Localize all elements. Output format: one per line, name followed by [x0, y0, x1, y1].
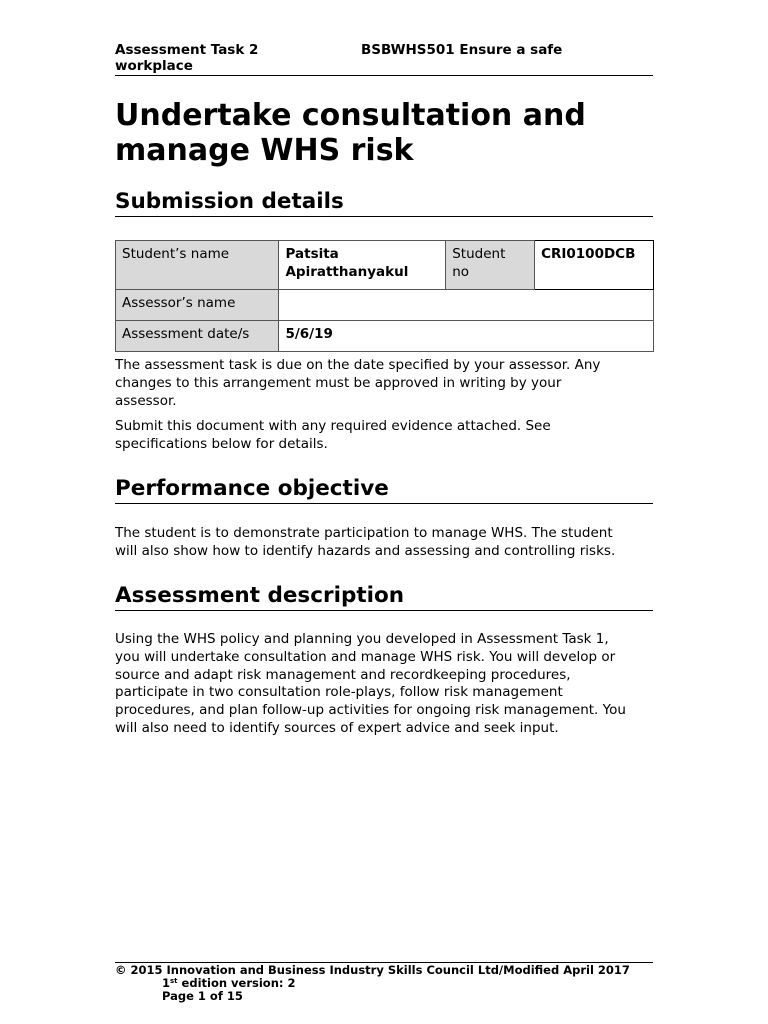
footer-copyright: © 2015 Innovation and Business Industry Skills Council Ltd/Modified April 2017 — [115, 963, 630, 977]
description-paragraph — [115, 631, 660, 738]
page-header — [115, 42, 653, 76]
paragraph-line: Using the WHS policy and planning you developed in Assessment Task 1, — [115, 631, 609, 647]
performance-heading: Performance objective — [115, 476, 653, 504]
student-no-label — [446, 241, 535, 290]
student-no-label-line: Student — [452, 246, 506, 262]
paragraph-line: procedures, and plan follow-up activities for ongoing risk management. You — [115, 702, 626, 719]
paragraph-line: The student is to demonstrate participation to manage WHS. The student — [115, 525, 613, 541]
table-row — [116, 321, 654, 352]
header-unit-continued: workplace — [115, 58, 193, 74]
document-page — [115, 0, 654, 1024]
header-task: Assessment Task 2 — [115, 42, 259, 58]
paragraph-line: Submit this document with any required evidence attached. See — [115, 418, 551, 434]
student-name-label: Student’s name — [116, 241, 279, 290]
student-name-last: Apiratthanyakul — [285, 263, 409, 280]
paragraph-line: will also need to identify sources of expert advice and seek input. — [115, 719, 559, 736]
paragraph-line: assessor. — [115, 392, 177, 409]
paragraph-line: The assessment task is due on the date specified by your assessor. Any — [115, 357, 601, 373]
footer-page-number: Page 1 of 15 — [162, 989, 243, 1003]
assessor-name-label: Assessor’s name — [116, 290, 279, 321]
student-name-first: Patsita — [285, 246, 339, 262]
student-name-value — [279, 241, 446, 290]
table-row — [116, 241, 654, 290]
paragraph-line: source and adapt risk management and recordkeeping procedures, — [115, 666, 571, 683]
student-no-label-line: no — [452, 263, 470, 280]
paragraph-line: you will undertake consultation and manage WHS risk. You will develop or — [115, 648, 616, 665]
assessment-date-value: 5/6/19 — [279, 321, 654, 352]
edition-text: edition version: 2 — [177, 976, 296, 990]
title-line: manage WHS risk — [115, 133, 414, 168]
header-unit: BSBWHS501 Ensure a safe — [361, 42, 563, 58]
assessment-date-label: Assessment date/s — [116, 321, 279, 352]
paragraph-line: specifications below for details. — [115, 435, 328, 452]
performance-paragraph — [115, 525, 660, 561]
due-date-paragraph — [115, 357, 660, 410]
edition-suffix: st — [170, 977, 178, 985]
edition-number: 1 — [162, 976, 171, 990]
title-line: Undertake consultation and — [115, 98, 586, 133]
paragraph-line: will also show how to identify hazards and assessing and controlling risks. — [115, 542, 616, 559]
description-heading: Assessment description — [115, 583, 653, 611]
submission-table — [115, 240, 654, 352]
page-title — [115, 98, 655, 168]
paragraph-line: participate in two consultation role-plays, follow risk management — [115, 684, 563, 701]
submission-heading: Submission details — [115, 189, 653, 217]
paragraph-line: changes to this arrangement must be approved in writing by your — [115, 374, 562, 391]
submit-paragraph — [115, 418, 660, 454]
assessor-name-value — [279, 290, 654, 321]
table-row — [116, 290, 654, 321]
page-footer — [115, 962, 653, 1003]
student-no-value: CRI0100DCB — [535, 241, 654, 290]
